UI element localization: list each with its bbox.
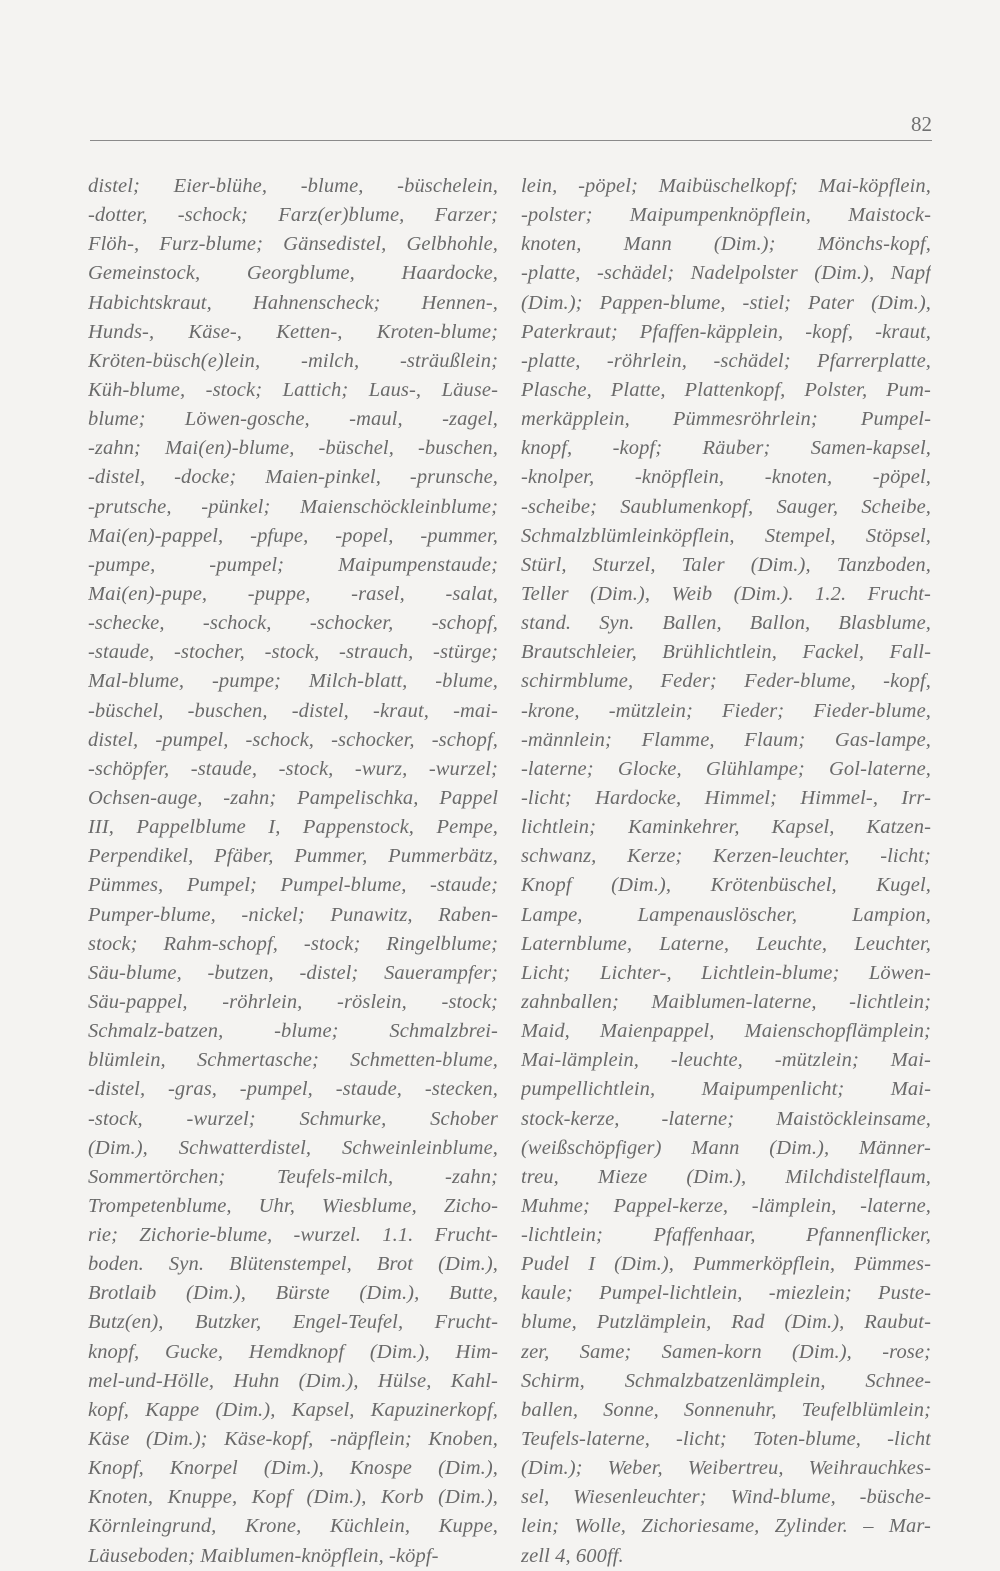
text-line: Hunds-, Käse-, Ketten-, Kroten-blume; bbox=[88, 320, 498, 343]
text-line: Küh-blume, -stock; Lattich; Laus-, Läuse- bbox=[88, 378, 498, 401]
page-number: 82 bbox=[911, 112, 932, 136]
text-line: Laternblume, Laterne, Leuchte, Leuchter, bbox=[521, 932, 931, 955]
text-line: -schecke, -schock, -schocker, -schopf, bbox=[88, 612, 498, 635]
text-line: knoten, Mann (Dim.); Mönchs-kopf, bbox=[521, 233, 931, 256]
text-line: kaule; Pumpel-lichtlein, -miezlein; Puste- bbox=[521, 1282, 931, 1305]
text-line: Maid, Maienpappel, Maienschopflämplein; bbox=[521, 1020, 931, 1043]
text-line: schwanz, Kerze; Kerzen-leuchter, -licht; bbox=[521, 845, 931, 868]
text-line: -knolper, -knöpflein, -knoten, -pöpel, bbox=[521, 466, 931, 489]
text-line: boden. Syn. Blütenstempel, Brot (Dim.), bbox=[88, 1253, 498, 1276]
text-line: -krone, -mützlein; Fieder; Fieder-blume, bbox=[521, 699, 931, 722]
text-line: Knopf, Knorpel (Dim.), Knospe (Dim.), bbox=[88, 1457, 498, 1480]
text-line: -platte, -röhrlein, -schädel; Pfarrerplatte, bbox=[521, 349, 931, 372]
text-line: Mai(en)-pappel, -pfupe, -popel, -pummer, bbox=[88, 524, 498, 547]
text-line: Paterkraut; Pfaffen-käpplein, -kopf, -kraut, bbox=[521, 320, 931, 343]
text-line: Säu-pappel, -röhrlein, -röslein, -stock; bbox=[88, 990, 498, 1013]
text-line: -lichtlein; Pfaffenhaar, Pfannenflicker, bbox=[521, 1224, 931, 1247]
text-line: (Dim.); Weber, Weibertreu, Weihrauchkes- bbox=[521, 1457, 931, 1480]
text-line: Perpendikel, Pfäber, Pummer, Pummerbätz, bbox=[88, 845, 498, 868]
text-line: stock; Rahm-schopf, -stock; Ringelblume; bbox=[88, 932, 498, 955]
text-line: Pümmes, Pumpel; Pumpel-blume, -staude; bbox=[88, 874, 498, 897]
text-line: distel, -pumpel, -schock, -schocker, -schopf, bbox=[88, 728, 498, 751]
text-line: Pumper-blume, -nickel; Punawitz, Raben- bbox=[88, 903, 498, 926]
text-line: III, Pappelblume I, Pappenstock, Pempe, bbox=[88, 816, 498, 839]
text-line: sel, Wiesenleuchter; Wind-blume, -büsche- bbox=[521, 1486, 931, 1509]
text-line: Brotlaib (Dim.), Bürste (Dim.), Butte, bbox=[88, 1282, 498, 1305]
text-line: blume; Löwen-gosche, -maul, -zagel, bbox=[88, 408, 498, 431]
text-line: kopf, Kappe (Dim.), Kapsel, Kapuzinerkopf, bbox=[88, 1398, 498, 1421]
text-line: Schirm, Schmalzbatzenlämplein, Schnee- bbox=[521, 1369, 931, 1392]
text-line: knopf, -kopf; Räuber; Samen-kapsel, bbox=[521, 437, 931, 460]
text-line: Knoten, Knuppe, Kopf (Dim.), Korb (Dim.), bbox=[88, 1486, 498, 1509]
text-line: lichtlein; Kaminkehrer, Kapsel, Katzen- bbox=[521, 816, 931, 839]
text-line: ballen, Sonne, Sonnenuhr, Teufelblümlein; bbox=[521, 1398, 931, 1421]
text-line: Plasche, Platte, Plattenkopf, Polster, Pum- bbox=[521, 378, 931, 401]
right-column bbox=[521, 172, 931, 1571]
text-line: Brautschleier, Brühlichtlein, Fackel, Fall- bbox=[521, 641, 931, 664]
text-line: Teller (Dim.), Weib (Dim.). 1.2. Frucht- bbox=[521, 582, 931, 605]
text-line: Schmalzblümleinköpflein, Stempel, Stöpsel, bbox=[521, 524, 931, 547]
text-line: stock-kerze, -laterne; Maistöckleinsame, bbox=[521, 1107, 931, 1130]
text-line: Mal-blume, -pumpe; Milch-blatt, -blume, bbox=[88, 670, 498, 693]
text-line: pumpellichtlein, Maipumpenlicht; Mai- bbox=[521, 1078, 931, 1101]
text-line: (Dim.), Schwatterdistel, Schweinleinblume, bbox=[88, 1136, 498, 1159]
text-line: -staude, -stocher, -stock, -strauch, -stürge; bbox=[88, 641, 498, 664]
text-line: merkäpplein, Pümmesröhrlein; Pumpel- bbox=[521, 408, 931, 431]
text-line: zell 4, 600ff. bbox=[521, 1544, 624, 1567]
text-line: Knopf (Dim.), Krötenbüschel, Kugel, bbox=[521, 874, 931, 897]
text-line: Sommertörchen; Teufels-milch, -zahn; bbox=[88, 1165, 498, 1188]
text-line: -prutsche, -pünkel; Maienschöckleinblume; bbox=[88, 495, 498, 518]
text-line: Schmalz-batzen, -blume; Schmalzbrei- bbox=[88, 1020, 498, 1043]
text-line: Flöh-, Furz-blume; Gänsedistel, Gelbhohle, bbox=[88, 233, 498, 256]
text-line: treu, Mieze (Dim.), Milchdistelflaum, bbox=[521, 1165, 931, 1188]
text-line: -schöpfer, -staude, -stock, -wurz, -wurzel; bbox=[88, 757, 498, 780]
left-column bbox=[88, 172, 498, 1571]
text-line: lein; Wolle, Zichoriesame, Zylinder. – Mar- bbox=[521, 1515, 931, 1538]
text-line: -stock, -wurzel; Schmurke, Schober bbox=[88, 1107, 498, 1130]
text-line: Gemeinstock, Georgblume, Haardocke, bbox=[88, 262, 498, 285]
text-line: Stürl, Sturzel, Taler (Dim.), Tanzboden, bbox=[521, 553, 931, 576]
text-line: Pudel I (Dim.), Pummerköpflein, Pümmes- bbox=[521, 1253, 931, 1276]
text-line: Körnleingrund, Krone, Küchlein, Kuppe, bbox=[88, 1515, 498, 1538]
text-line: Butz(en), Butzker, Engel-Teufel, Frucht- bbox=[88, 1311, 498, 1334]
text-line: Licht; Lichter-, Lichtlein-blume; Löwen- bbox=[521, 961, 931, 984]
text-line: Läuseboden; Maiblumen-knöpflein, -köpf- bbox=[88, 1544, 439, 1567]
text-line: Ochsen-auge, -zahn; Pampelischka, Pappel bbox=[88, 786, 498, 809]
text-line: -büschel, -buschen, -distel, -kraut, -mai- bbox=[88, 699, 498, 722]
text-line: zahnballen; Maiblumen-laterne, -lichtlein; bbox=[521, 990, 931, 1013]
text-line: Säu-blume, -butzen, -distel; Sauerampfer; bbox=[88, 961, 498, 984]
text-line: (weißschöpfiger) Mann (Dim.), Männer- bbox=[521, 1136, 931, 1159]
text-line: knopf, Gucke, Hemdknopf (Dim.), Him- bbox=[88, 1340, 498, 1363]
text-line: -männlein; Flamme, Flaum; Gas-lampe, bbox=[521, 728, 931, 751]
text-line: Trompetenblume, Uhr, Wiesblume, Zicho- bbox=[88, 1194, 498, 1217]
text-line: distel; Eier-blühe, -blume, -büschelein, bbox=[88, 175, 498, 197]
text-line: blume, Putzlämplein, Rad (Dim.), Raubut- bbox=[521, 1311, 931, 1334]
text-line: Mai-lämplein, -leuchte, -mützlein; Mai- bbox=[521, 1049, 931, 1072]
text-line: blümlein, Schmertasche; Schmetten-blume, bbox=[88, 1049, 498, 1072]
text-line: Kröten-büsch(e)lein, -milch, -sträußlein; bbox=[88, 349, 498, 372]
text-line: Mai(en)-pupe, -puppe, -rasel, -salat, bbox=[88, 582, 498, 605]
text-line: Muhme; Pappel-kerze, -lämplein, -laterne, bbox=[521, 1194, 931, 1217]
text-line: (Dim.); Pappen-blume, -stiel; Pater (Dim.), bbox=[521, 291, 931, 314]
text-line: rie; Zichorie-blume, -wurzel. 1.1. Frucht- bbox=[88, 1224, 498, 1247]
text-line: -pumpe, -pumpel; Maipumpenstaude; bbox=[88, 553, 498, 576]
text-line: -distel, -gras, -pumpel, -staude, -stecken, bbox=[88, 1078, 498, 1101]
text-line: -scheibe; Saublumenkopf, Sauger, Scheibe, bbox=[521, 495, 931, 518]
text-line: lein, -pöpel; Maibüschelkopf; Mai-köpflein, bbox=[521, 175, 931, 197]
text-line: mel-und-Hölle, Huhn (Dim.), Hülse, Kahl- bbox=[88, 1369, 498, 1392]
text-line: Käse (Dim.); Käse-kopf, -näpflein; Knoben, bbox=[88, 1428, 498, 1451]
text-line: Teufels-laterne, -licht; Toten-blume, -licht bbox=[521, 1428, 931, 1451]
text-line: schirmblume, Feder; Feder-blume, -kopf, bbox=[521, 670, 931, 693]
text-line: -zahn; Mai(en)-blume, -büschel, -buschen, bbox=[88, 437, 498, 460]
text-line: Habichtskraut, Hahnenscheck; Hennen-, bbox=[88, 291, 498, 314]
text-line: Lampe, Lampenauslöscher, Lampion, bbox=[521, 903, 931, 926]
text-line: -distel, -docke; Maien-pinkel, -prunsche, bbox=[88, 466, 498, 489]
text-line: stand. Syn. Ballen, Ballon, Blasblume, bbox=[521, 612, 931, 635]
text-line: -polster; Maipumpenknöpflein, Maistock- bbox=[521, 204, 931, 227]
text-line: -licht; Hardocke, Himmel; Himmel-, Irr- bbox=[521, 786, 931, 809]
text-line: -laterne; Glocke, Glühlampe; Gol-laterne, bbox=[521, 757, 931, 780]
header-rule bbox=[90, 140, 932, 141]
text-line: -dotter, -schock; Farz(er)blume, Farzer; bbox=[88, 204, 498, 227]
text-line: -platte, -schädel; Nadelpolster (Dim.), Napf bbox=[521, 262, 931, 285]
text-line: zer, Same; Samen-korn (Dim.), -rose; bbox=[521, 1340, 931, 1363]
